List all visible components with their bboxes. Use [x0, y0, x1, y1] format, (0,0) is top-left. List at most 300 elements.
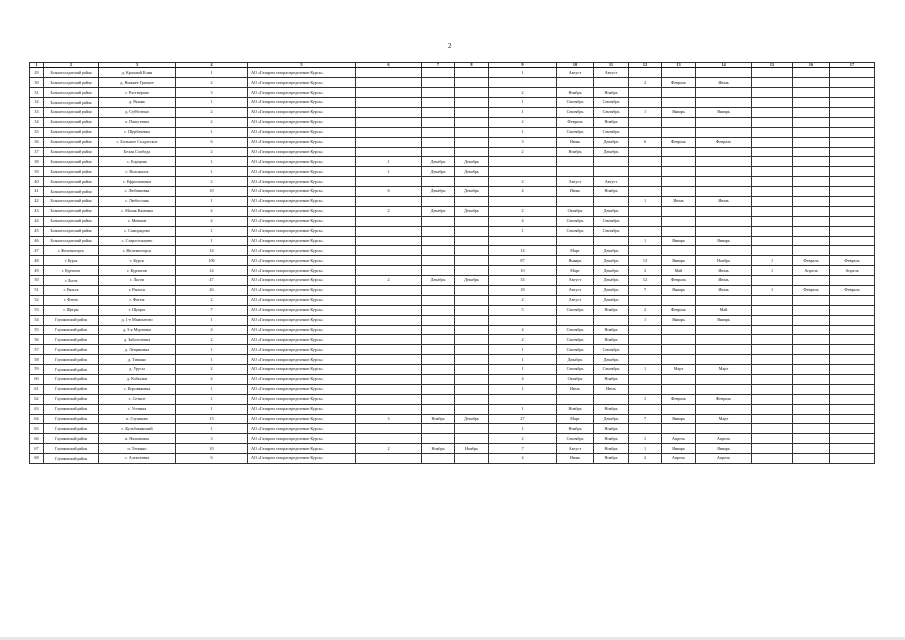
table-cell	[422, 335, 455, 345]
table-cell: 1	[489, 384, 557, 394]
table-cell: с. Мешков	[99, 216, 176, 226]
table-cell: г. Курчатов	[99, 266, 176, 276]
table-cell: АО «Газпром газораспределение Курск»	[248, 295, 356, 305]
table-cell: Февраль	[830, 286, 875, 296]
table-cell	[455, 384, 489, 394]
table-cell	[455, 305, 489, 315]
table-cell: Июнь	[696, 286, 752, 296]
table-cell: 58	[30, 355, 44, 365]
table-cell	[422, 177, 455, 187]
table-cell	[455, 325, 489, 335]
table-cell: АО «Газпром газораспределение Курск»	[248, 206, 356, 216]
table-cell	[629, 98, 662, 108]
table-cell: Сентябрь	[594, 107, 629, 117]
table-cell: Сентябрь	[594, 226, 629, 236]
table-cell: 1	[176, 98, 248, 108]
table-cell: 6	[176, 137, 248, 147]
table-cell: Август	[594, 68, 629, 78]
table-cell: 1	[489, 98, 557, 108]
table-cell	[752, 454, 793, 464]
table-cell: 3	[629, 266, 662, 276]
table-cell	[830, 206, 875, 216]
table-row	[30, 147, 875, 157]
table-cell	[455, 98, 489, 108]
table-cell	[752, 206, 793, 216]
table-cell	[629, 375, 662, 385]
table-cell	[752, 177, 793, 187]
table-cell	[455, 137, 489, 147]
table-row	[30, 236, 875, 246]
table-cell: Февраль	[662, 78, 696, 88]
table-row	[30, 424, 875, 434]
table-cell	[356, 335, 422, 345]
table-cell	[830, 187, 875, 197]
table-cell: г. Курск	[44, 256, 99, 266]
table-cell: д. Рязань	[99, 98, 176, 108]
table-cell: 2	[489, 147, 557, 157]
table-cell: с. Саморядово	[99, 226, 176, 236]
table-cell: АО «Газпром газораспределение Курск»	[248, 98, 356, 108]
table-cell: Март	[557, 246, 594, 256]
table-cell	[455, 147, 489, 157]
table-cell	[696, 117, 752, 127]
table-cell	[422, 295, 455, 305]
table-cell: Январь	[696, 107, 752, 117]
table-cell: 10	[489, 266, 557, 276]
table-cell: Февраль	[696, 137, 752, 147]
table-cell: Сентябрь	[594, 345, 629, 355]
table-cell	[696, 226, 752, 236]
table-cell: Август	[557, 276, 594, 286]
table-cell	[489, 78, 557, 88]
table-row	[30, 454, 875, 464]
table-cell	[830, 424, 875, 434]
table-cell	[455, 335, 489, 345]
table-cell	[356, 107, 422, 117]
table-cell: 45	[30, 226, 44, 236]
table-cell	[455, 394, 489, 404]
table-cell: 33	[30, 107, 44, 117]
table-cell: Глушковский район	[44, 355, 99, 365]
table-cell: Март	[696, 365, 752, 375]
table-cell: Июль	[594, 384, 629, 394]
table-cell	[662, 127, 696, 137]
table-row	[30, 256, 875, 266]
table-cell: Глушковский район	[44, 454, 99, 464]
table-cell: АО «Газпром газораспределение Курск»	[248, 137, 356, 147]
column-number: 12	[629, 63, 662, 68]
table-cell: Глушковский район	[44, 444, 99, 454]
table-cell	[793, 345, 830, 355]
table-cell	[422, 286, 455, 296]
table-cell: д. Заболотовка	[99, 335, 176, 345]
table-cell	[830, 404, 875, 414]
table-cell: 4	[489, 454, 557, 464]
table-cell	[356, 256, 422, 266]
table-cell	[557, 196, 594, 206]
table-cell	[662, 167, 696, 177]
table-cell: 2	[176, 365, 248, 375]
table-cell: Сентябрь	[594, 216, 629, 226]
table-cell	[455, 236, 489, 246]
table-cell: Большесолдатский район	[44, 187, 99, 197]
table-cell: Сентябрь	[557, 345, 594, 355]
table-cell: Ноябрь	[594, 375, 629, 385]
table-row	[30, 117, 875, 127]
table-row	[30, 444, 875, 454]
table-cell: Большесолдатский район	[44, 147, 99, 157]
table-cell	[557, 394, 594, 404]
table-cell	[356, 137, 422, 147]
table-cell	[557, 315, 594, 325]
table-cell: Сентябрь	[557, 98, 594, 108]
table-cell: Июнь	[696, 196, 752, 206]
table-cell: Декабрь	[594, 147, 629, 157]
table-cell	[594, 78, 629, 88]
table-cell	[793, 384, 830, 394]
table-cell	[557, 78, 594, 88]
table-cell	[422, 454, 455, 464]
table-cell: Декабрь	[594, 355, 629, 365]
table-cell: 2	[489, 434, 557, 444]
table-cell: 7	[176, 305, 248, 315]
table-cell: Ноябрь	[422, 444, 455, 454]
table-cell: 2	[629, 78, 662, 88]
table-cell	[696, 295, 752, 305]
table-cell: 61	[30, 384, 44, 394]
table-cell: Апрель	[662, 454, 696, 464]
table-cell	[793, 147, 830, 157]
table-cell: АО «Газпром газораспределение Курск»	[248, 404, 356, 414]
table-cell	[793, 335, 830, 345]
table-cell	[752, 137, 793, 147]
table-cell	[793, 206, 830, 216]
table-cell: АО «Газпром газораспределение Курск»	[248, 187, 356, 197]
table-row	[30, 216, 875, 226]
table-cell	[793, 137, 830, 147]
table-cell: г. Рыльск	[99, 286, 176, 296]
table-cell	[422, 355, 455, 365]
table-cell: 2	[629, 454, 662, 464]
table-cell: Ноябрь	[594, 117, 629, 127]
table-cell: 14	[176, 266, 248, 276]
table-row	[30, 246, 875, 256]
table-cell: Январь	[662, 236, 696, 246]
table-cell	[830, 345, 875, 355]
table-cell: 47	[176, 276, 248, 286]
table-cell	[830, 414, 875, 424]
table-cell	[752, 147, 793, 157]
table-cell	[752, 157, 793, 167]
table-cell	[455, 286, 489, 296]
table-cell	[662, 68, 696, 78]
table-cell: 41	[30, 187, 44, 197]
table-cell	[422, 216, 455, 226]
table-cell	[830, 315, 875, 325]
table-cell: Февраль	[662, 276, 696, 286]
table-cell: 2	[356, 206, 422, 216]
table-cell	[752, 127, 793, 137]
table-row	[30, 107, 875, 117]
table-cell: 49	[30, 266, 44, 276]
table-cell	[422, 256, 455, 266]
table-cell: Глушковский район	[44, 404, 99, 414]
table-cell: Декабрь	[422, 167, 455, 177]
table-cell	[830, 167, 875, 177]
table-cell	[356, 404, 422, 414]
table-cell: Большесолдатский район	[44, 216, 99, 226]
table-cell: Сентябрь	[557, 434, 594, 444]
table-cell: 2	[489, 206, 557, 216]
table-cell: Январь	[557, 256, 594, 266]
table-cell	[455, 295, 489, 305]
table-cell	[830, 216, 875, 226]
table-cell: Ноябрь	[594, 187, 629, 197]
table-cell: д. Субботино	[99, 107, 176, 117]
table-cell	[356, 68, 422, 78]
table-cell	[455, 315, 489, 325]
table-cell: Январь	[662, 414, 696, 424]
table-cell: Сентябрь	[557, 127, 594, 137]
table-cell	[830, 355, 875, 365]
table-cell: с. Старосельцево	[99, 236, 176, 246]
table-cell: 1	[356, 157, 422, 167]
table-cell	[356, 365, 422, 375]
table-cell	[752, 305, 793, 315]
table-cell: 14	[489, 246, 557, 256]
table-row	[30, 355, 875, 365]
table-cell: Июнь	[696, 266, 752, 276]
table-cell: 14	[176, 246, 248, 256]
table-cell: 1	[752, 266, 793, 276]
table-cell	[793, 454, 830, 464]
table-cell: Декабрь	[455, 157, 489, 167]
table-cell	[662, 157, 696, 167]
table-cell: с. Сетное	[99, 394, 176, 404]
table-cell: Февраль	[793, 286, 830, 296]
table-cell: Ноябрь	[557, 88, 594, 98]
table-cell	[830, 157, 875, 167]
table-cell: Январь	[662, 107, 696, 117]
table-cell: 12	[629, 276, 662, 286]
table-cell: 18	[489, 286, 557, 296]
table-cell: Декабрь	[594, 256, 629, 266]
table-cell: Большесолдатский район	[44, 236, 99, 246]
table-cell: 1	[176, 226, 248, 236]
table-cell: 63	[30, 404, 44, 414]
table-row	[30, 345, 875, 355]
table-cell: с. Ефросимовка	[99, 177, 176, 187]
table-cell	[662, 98, 696, 108]
table-cell: 3	[176, 88, 248, 98]
table-cell	[455, 246, 489, 256]
table-cell: 47	[30, 246, 44, 256]
table-cell: АО «Газпром газораспределение Курск»	[248, 276, 356, 286]
table-cell	[830, 305, 875, 315]
table-cell	[629, 424, 662, 434]
table-cell: 2	[176, 147, 248, 157]
table-cell: д. Нижнее Грязное	[99, 78, 176, 88]
table-cell	[356, 375, 422, 385]
column-number: 14	[696, 63, 752, 68]
table-cell	[793, 78, 830, 88]
table-cell: 6	[629, 137, 662, 147]
table-cell	[793, 375, 830, 385]
table-cell	[629, 335, 662, 345]
table-cell: г. Железногорск	[44, 246, 99, 256]
table-cell	[629, 117, 662, 127]
table-cell: Большесолдатский район	[44, 98, 99, 108]
table-row	[30, 78, 875, 88]
table-cell: 1	[629, 107, 662, 117]
table-cell: Декабрь	[594, 295, 629, 305]
table-cell: Сентябрь	[557, 325, 594, 335]
table-cell: 30	[30, 78, 44, 88]
table-cell: Большесолдатский район	[44, 177, 99, 187]
column-number: 3	[99, 63, 176, 68]
table-cell: 10	[176, 187, 248, 197]
table-cell	[422, 365, 455, 375]
table-cell: Глушковский район	[44, 335, 99, 345]
column-number: 16	[793, 63, 830, 68]
table-cell	[489, 236, 557, 246]
table-cell: 38	[30, 157, 44, 167]
table-cell: 1	[176, 424, 248, 434]
table-cell	[356, 266, 422, 276]
table-cell: АО «Газпром газораспределение Курск»	[248, 256, 356, 266]
table-cell	[793, 315, 830, 325]
table-cell	[793, 187, 830, 197]
table-cell: 68	[30, 454, 44, 464]
table-cell	[793, 196, 830, 206]
table-cell	[356, 216, 422, 226]
table-cell	[662, 384, 696, 394]
table-cell: 1	[629, 196, 662, 206]
table-cell: с. Коровяковка	[99, 384, 176, 394]
table-cell: АО «Газпром газораспределение Курск»	[248, 147, 356, 157]
table-cell: Декабрь	[594, 137, 629, 147]
table-cell: Большесолдатский район	[44, 206, 99, 216]
table-cell: Декабрь	[422, 187, 455, 197]
table-cell	[830, 117, 875, 127]
column-number: 17	[830, 63, 875, 68]
table-cell: 3	[356, 414, 422, 424]
table-cell: 1	[176, 384, 248, 394]
table-cell: Апрель	[696, 434, 752, 444]
table-cell	[752, 167, 793, 177]
table-cell: Ноябрь	[594, 325, 629, 335]
table-cell: Декабрь	[594, 206, 629, 216]
table-cell	[696, 404, 752, 414]
table-cell	[557, 167, 594, 177]
table-cell	[793, 107, 830, 117]
table-cell: с. Растворово	[99, 88, 176, 98]
table-cell	[696, 355, 752, 365]
table-cell	[830, 246, 875, 256]
table-cell: Июнь	[557, 137, 594, 147]
table-cell: Февраль	[662, 137, 696, 147]
table-cell	[629, 404, 662, 414]
table-cell: Декабрь	[422, 206, 455, 216]
table-cell: Сентябрь	[594, 98, 629, 108]
table-cell	[594, 167, 629, 177]
table-row	[30, 68, 875, 78]
table-cell	[356, 305, 422, 315]
table-cell: АО «Газпром газораспределение Курск»	[248, 78, 356, 88]
table-cell: с. Кульбакинский	[99, 424, 176, 434]
table-cell: 2	[489, 295, 557, 305]
table-cell	[422, 384, 455, 394]
table-cell	[629, 147, 662, 157]
table-cell	[455, 216, 489, 226]
table-cell	[662, 355, 696, 365]
table-cell	[662, 216, 696, 226]
table-cell: 36	[30, 137, 44, 147]
table-cell	[793, 444, 830, 454]
table-cell: 56	[30, 335, 44, 345]
table-cell: 55	[30, 325, 44, 335]
table-cell: Декабрь	[455, 167, 489, 177]
table-cell	[752, 187, 793, 197]
table-cell: АО «Газпром газораспределение Курск»	[248, 434, 356, 444]
table-cell	[793, 305, 830, 315]
table-cell: 29	[30, 68, 44, 78]
table-cell: д. 3-я Мурзовка	[99, 325, 176, 335]
table-cell: 1	[489, 365, 557, 375]
table-cell: 6	[176, 454, 248, 464]
table-cell	[629, 384, 662, 394]
table-cell	[662, 177, 696, 187]
table-cell: АО «Газпром газораспределение Курск»	[248, 266, 356, 276]
table-cell	[455, 117, 489, 127]
table-cell	[662, 88, 696, 98]
table-cell	[793, 226, 830, 236]
table-cell: Большесолдатский район	[44, 88, 99, 98]
table-cell: г. Курчатов	[44, 266, 99, 276]
table-cell: 4	[176, 325, 248, 335]
table-cell	[793, 157, 830, 167]
table-cell	[696, 177, 752, 187]
table-cell	[752, 325, 793, 335]
table-cell	[422, 196, 455, 206]
table-cell	[422, 266, 455, 276]
table-cell	[422, 434, 455, 444]
table-cell	[594, 157, 629, 167]
table-cell: АО «Газпром газораспределение Курск»	[248, 345, 356, 355]
table-cell	[830, 107, 875, 117]
table-cell: 1	[489, 107, 557, 117]
table-row	[30, 98, 875, 108]
table-cell: Июль	[557, 384, 594, 394]
table-cell	[356, 355, 422, 365]
table-row	[30, 177, 875, 187]
table-cell: Сентябрь	[594, 365, 629, 375]
table-cell: х. Пашутовка	[99, 117, 176, 127]
table-cell: 1	[629, 444, 662, 454]
table-cell: Большесолдатский район	[44, 107, 99, 117]
table-cell: с. Борщень	[99, 157, 176, 167]
table-cell: Ноябрь	[594, 88, 629, 98]
table-cell: Ноябрь	[594, 335, 629, 345]
table-cell: Август	[557, 444, 594, 454]
table-cell	[696, 345, 752, 355]
table-cell: Июнь	[696, 276, 752, 286]
table-cell	[594, 236, 629, 246]
table-cell: 13	[176, 414, 248, 424]
table-cell	[489, 157, 557, 167]
table-cell	[422, 147, 455, 157]
table-cell	[662, 117, 696, 127]
